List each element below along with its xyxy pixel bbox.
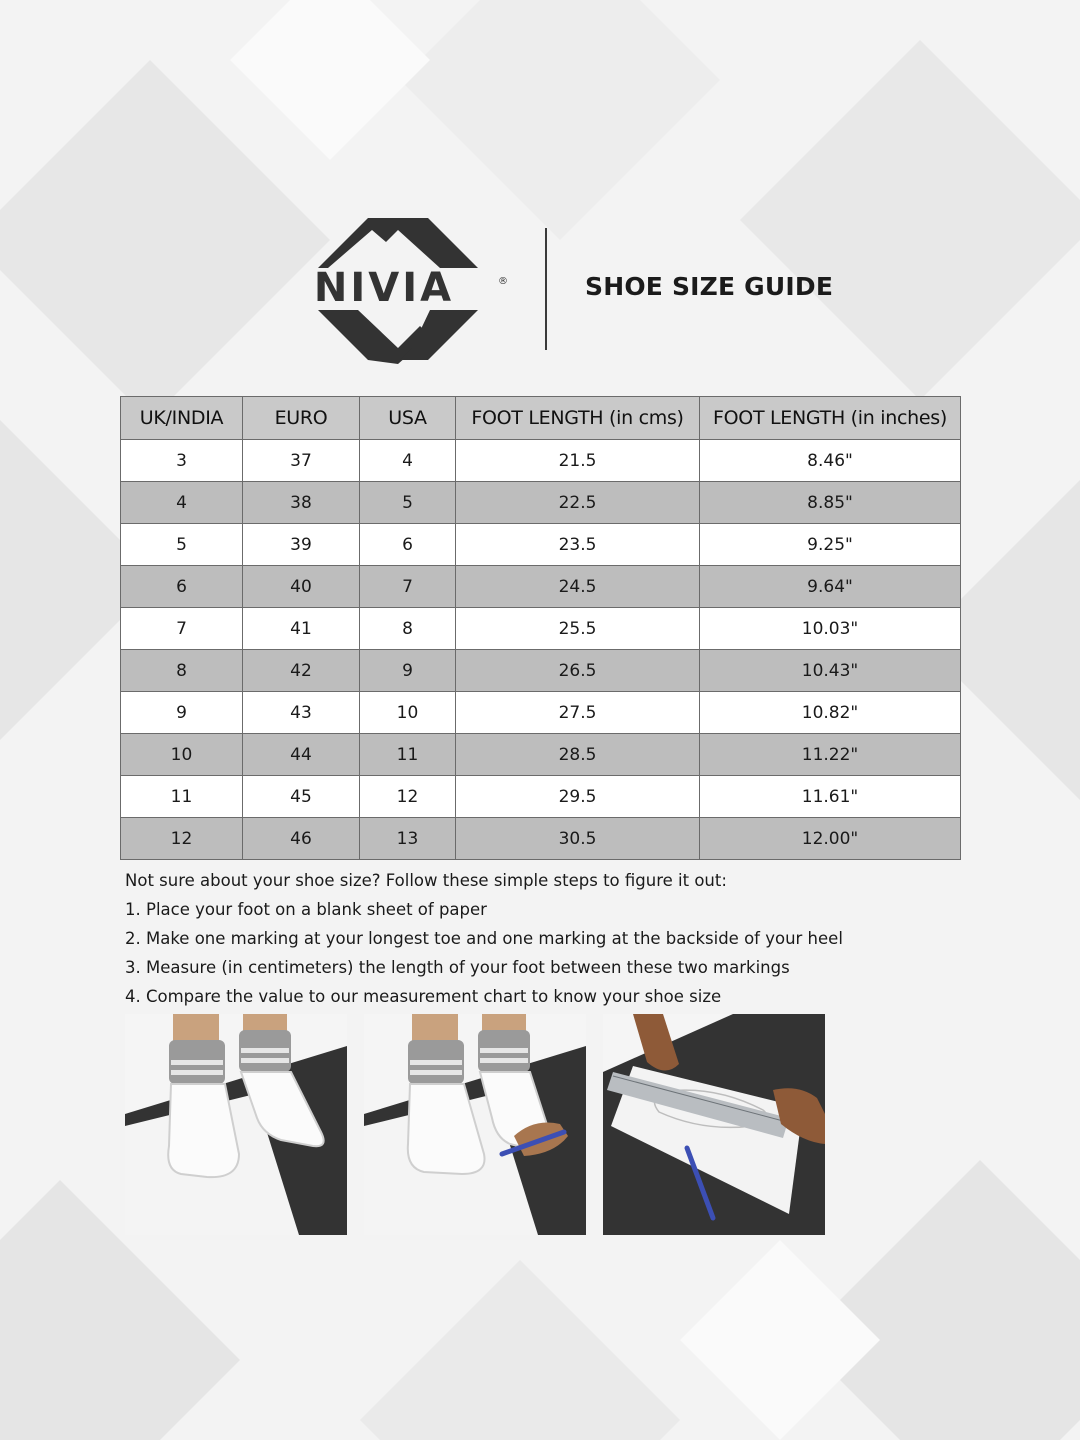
cell-uk-india: 8 [121,650,243,692]
cell-uk-india: 5 [121,524,243,566]
column-header-euro: EURO [243,397,360,440]
page-title: SHOE SIZE GUIDE [585,272,834,301]
cell-foot-length-cms: 23.5 [456,524,700,566]
nivia-logo [280,214,512,364]
header-divider [545,228,547,350]
table-row [121,650,961,692]
table-row [121,482,961,524]
table-row [121,524,961,566]
foot-on-paper-photo [125,1014,347,1235]
column-header-foot-length-cms: FOOT LENGTH (in cms) [456,397,700,440]
cell-uk-india: 4 [121,482,243,524]
cell-foot-length-inches: 10.82" [700,692,961,734]
table-row [121,776,961,818]
cell-uk-india: 9 [121,692,243,734]
instruction-step: 1. Place your foot on a blank sheet of paper [125,900,487,919]
cell-foot-length-inches: 9.64" [700,566,961,608]
cell-foot-length-cms: 25.5 [456,608,700,650]
table-row [121,440,961,482]
cell-usa: 5 [360,482,456,524]
cell-euro: 45 [243,776,360,818]
instruction-step: 2. Make one marking at your longest toe and one marking at the backside of your heel [125,929,843,948]
column-header-uk-india: UK/INDIA [121,397,243,440]
instruction-step: 3. Measure (in centimeters) the length of your foot between these two markings [125,958,790,977]
instruction-step: 4. Compare the value to our measurement chart to know your shoe size [125,987,722,1006]
header [280,214,840,364]
cell-usa: 13 [360,818,456,860]
cell-foot-length-cms: 27.5 [456,692,700,734]
table-row [121,692,961,734]
cell-foot-length-inches: 11.61" [700,776,961,818]
cell-foot-length-cms: 24.5 [456,566,700,608]
cell-usa: 6 [360,524,456,566]
table-row [121,566,961,608]
cell-usa: 11 [360,734,456,776]
cell-euro: 44 [243,734,360,776]
table-row [121,608,961,650]
cell-usa: 8 [360,608,456,650]
marking-foot-photo [364,1014,586,1235]
cell-usa: 4 [360,440,456,482]
cell-foot-length-inches: 8.46" [700,440,961,482]
table-row [121,818,961,860]
cell-euro: 43 [243,692,360,734]
cell-uk-india: 11 [121,776,243,818]
cell-foot-length-inches: 12.00" [700,818,961,860]
cell-foot-length-inches: 9.25" [700,524,961,566]
cell-uk-india: 7 [121,608,243,650]
cell-euro: 46 [243,818,360,860]
table-header-row [121,397,961,440]
instructions [125,866,965,1011]
nivia-logo-wordmark: NIVIA [313,265,455,311]
cell-foot-length-inches: 10.03" [700,608,961,650]
cell-foot-length-cms: 22.5 [456,482,700,524]
cell-foot-length-cms: 28.5 [456,734,700,776]
cell-foot-length-inches: 11.22" [700,734,961,776]
cell-foot-length-inches: 8.85" [700,482,961,524]
cell-foot-length-cms: 30.5 [456,818,700,860]
cell-uk-india: 3 [121,440,243,482]
cell-euro: 40 [243,566,360,608]
cell-euro: 37 [243,440,360,482]
cell-uk-india: 10 [121,734,243,776]
cell-usa: 10 [360,692,456,734]
registered-mark: ® [498,276,508,287]
column-header-foot-length-inches: FOOT LENGTH (in inches) [700,397,961,440]
cell-euro: 41 [243,608,360,650]
cell-usa: 12 [360,776,456,818]
measuring-ruler-photo [603,1014,825,1235]
cell-foot-length-cms: 21.5 [456,440,700,482]
shoe-size-table [120,396,961,860]
cell-usa: 7 [360,566,456,608]
cell-foot-length-cms: 29.5 [456,776,700,818]
cell-euro: 42 [243,650,360,692]
instruction-photos [125,1014,825,1235]
cell-euro: 39 [243,524,360,566]
cell-uk-india: 6 [121,566,243,608]
cell-foot-length-cms: 26.5 [456,650,700,692]
column-header-usa: USA [360,397,456,440]
cell-foot-length-inches: 10.43" [700,650,961,692]
instructions-intro: Not sure about your shoe size? Follow these simple steps to figure it out: [125,871,727,890]
table-row [121,734,961,776]
cell-uk-india: 12 [121,818,243,860]
cell-euro: 38 [243,482,360,524]
cell-usa: 9 [360,650,456,692]
